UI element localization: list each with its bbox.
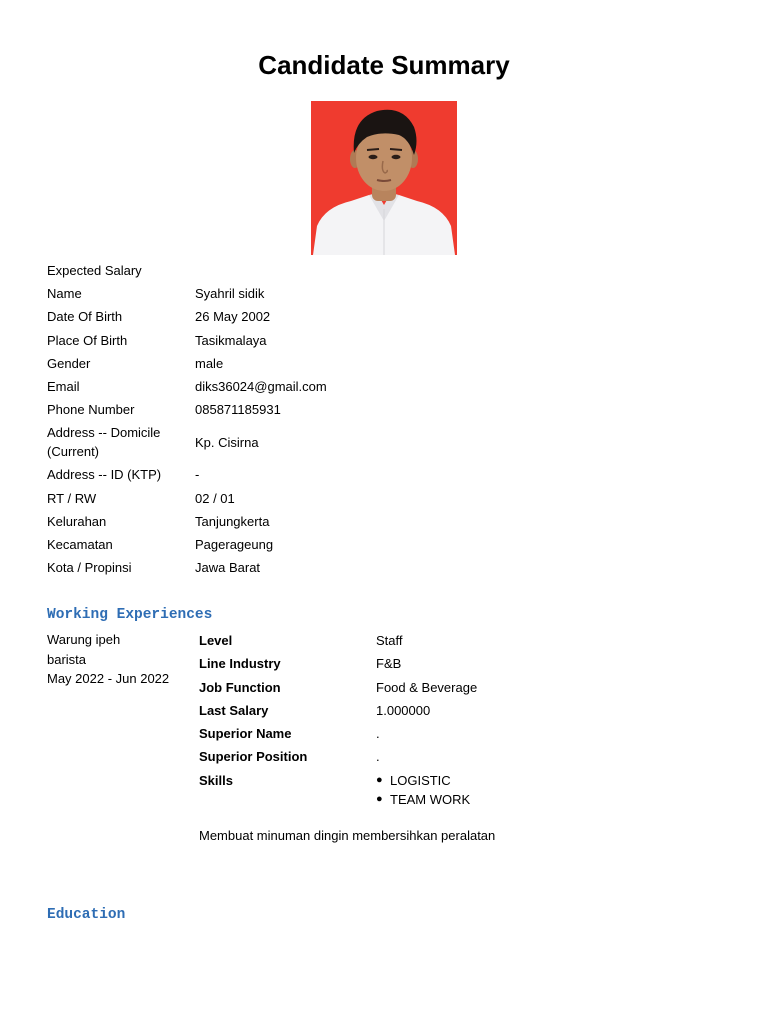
experience-detail-row	[199, 631, 719, 654]
bullet-icon: ●	[376, 773, 383, 786]
info-label: Kota / Propinsi	[47, 560, 132, 576]
detail-label: Last Salary	[199, 702, 269, 718]
experience-details	[199, 631, 719, 809]
info-value: male	[195, 355, 224, 371]
info-row-address-ktp	[47, 463, 747, 486]
detail-value: .	[376, 726, 380, 742]
detail-value: F&B	[376, 656, 402, 672]
info-value: Kp. Cisirna	[195, 434, 259, 450]
bullet-icon: ●	[376, 792, 383, 805]
skills-value	[376, 771, 719, 809]
skill-item	[376, 790, 719, 809]
info-value: Syahril sidik	[195, 286, 265, 302]
info-label: Expected Salary	[47, 263, 142, 279]
experience-detail-row	[199, 654, 719, 677]
info-label: Place Of Birth	[47, 332, 128, 348]
info-label: Address -- ID (KTP)	[47, 467, 162, 483]
info-row-kota-propinsi	[47, 556, 747, 579]
info-row-gender	[47, 352, 747, 375]
info-value: Pagerageung	[195, 536, 274, 552]
skill-text: TEAM WORK	[390, 791, 471, 807]
info-row-expected-salary	[47, 259, 747, 282]
experience-description: Membuat minuman dingin membersihkan peralatan	[199, 828, 496, 843]
info-value: 085871185931	[195, 402, 281, 418]
candidate-photo	[311, 101, 457, 255]
info-row-place-of-birth	[47, 329, 747, 352]
detail-value: Staff	[376, 633, 403, 648]
experience-position: barista	[47, 651, 87, 667]
detail-label: Job Function	[199, 679, 281, 695]
info-row-email	[47, 375, 747, 398]
info-row-name	[47, 282, 747, 305]
info-value: diks36024@gmail.com	[195, 379, 327, 395]
detail-value: Food & Beverage	[376, 679, 478, 695]
skill-item	[376, 771, 719, 790]
info-value: -	[195, 467, 200, 483]
info-value: 26 May 2002	[195, 309, 271, 325]
info-row-rt-rw	[47, 487, 747, 510]
info-row-kecamatan	[47, 533, 747, 556]
info-row-kelurahan	[47, 510, 747, 533]
skills-list	[376, 771, 719, 809]
info-row-phone-number	[47, 398, 747, 421]
info-label: Address -- Domicile (Current)	[47, 425, 161, 460]
info-label: Date Of Birth	[47, 309, 123, 325]
experience-detail-row	[199, 747, 719, 770]
info-row-address-domicile	[47, 421, 747, 463]
working-experiences-heading: Working Experiences	[47, 607, 213, 623]
page-title: Candidate Summary	[258, 50, 510, 80]
personal-info-table	[47, 259, 747, 579]
detail-label: Superior Position	[199, 749, 308, 765]
info-value: Jawa Barat	[195, 560, 261, 576]
experience-detail-row	[199, 678, 719, 701]
candidate-photo-image	[311, 101, 457, 255]
detail-label: Superior Name	[199, 726, 292, 742]
info-label: Gender	[47, 355, 91, 371]
info-label: Name	[47, 286, 82, 302]
info-value: 02 / 01	[195, 490, 235, 506]
info-label: RT / RW	[47, 490, 97, 506]
detail-label: Line Industry	[199, 656, 281, 672]
experience-skills-row	[199, 771, 719, 809]
experience-period: May 2022 - Jun 2022	[47, 671, 170, 686]
experience-detail-row	[199, 724, 719, 747]
experience-company: Warung ipeh	[47, 632, 121, 647]
skill-text: LOGISTIC	[390, 772, 451, 788]
info-label: Email	[47, 379, 80, 395]
info-value: Tasikmalaya	[195, 332, 267, 348]
info-value: Tanjungkerta	[195, 513, 270, 529]
education-heading: Education	[47, 907, 126, 923]
info-label: Phone Number	[47, 402, 135, 418]
info-label: Kecamatan	[47, 536, 113, 552]
skills-label: Skills	[199, 772, 233, 788]
experience-summary	[47, 630, 187, 689]
info-label: Kelurahan	[47, 513, 107, 529]
info-row-date-of-birth	[47, 305, 747, 328]
experience-detail-row	[199, 701, 719, 724]
detail-label: Level	[199, 633, 233, 648]
detail-value: 1.000000	[376, 702, 431, 718]
detail-value: .	[376, 749, 380, 765]
